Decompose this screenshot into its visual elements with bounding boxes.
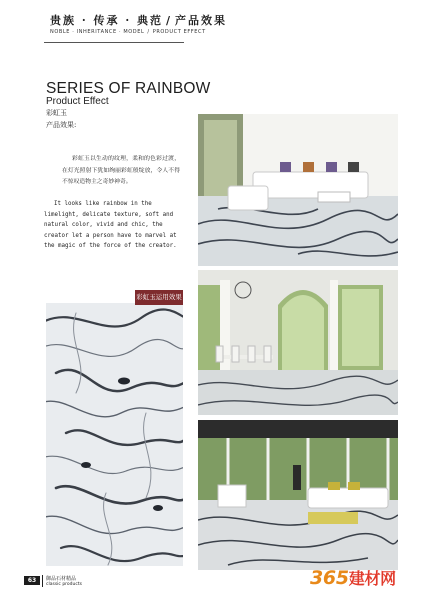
living-room-photo-1 xyxy=(198,114,398,266)
product-effect-label: 产品效果: xyxy=(46,121,77,129)
application-effect-tag: 彩虹玉运用效果 xyxy=(135,290,183,305)
footer-brand-cn: 御品石材精品 xyxy=(46,576,77,582)
header-cn-right: 产品效果 xyxy=(175,14,228,27)
page-number: 63 xyxy=(24,576,40,585)
watermark-number: 365 xyxy=(310,567,349,589)
footer-divider xyxy=(42,575,43,587)
watermark-logo xyxy=(310,566,396,589)
header-brand-cn: 贵族 · 传承 · 典范 / 产品效果 xyxy=(50,14,228,27)
description-cn: 彩虹玉以生动的纹理，柔和的色彩过渡，在灯光照射下犹如绚丽彩虹般绽放，令人不得不惊叹造物主之奇妙神奇。 xyxy=(62,156,180,185)
page-title: SERIES OF RAINBOW xyxy=(46,80,211,97)
header-sub-right: PRODUCT EFFECT xyxy=(152,29,206,35)
footer-brand-en: classic products xyxy=(46,582,82,587)
page-subtitle: Product Effect xyxy=(46,96,109,107)
dining-room-photo xyxy=(198,270,398,415)
marble-sample-image xyxy=(46,303,183,566)
header-brand-en: NOBLE · INHERITANCE · MODEL / PRODUCT EFFECT xyxy=(50,29,206,35)
header-cn-left: 贵族 · 传承 · 典范 xyxy=(50,14,163,27)
header-divider xyxy=(44,42,184,43)
watermark-text: 建材网 xyxy=(348,569,396,588)
living-room-photo-2 xyxy=(198,420,398,570)
description-en: It looks like rainbow in the limelight, delicate texture, soft and natural color, vivid and chic, the creator let a person have to marvel at the magic of the force of the creator. xyxy=(44,201,177,249)
header-sub-left: NOBLE · INHERITANCE · MODEL xyxy=(50,29,145,35)
product-name-cn: 彩虹玉 xyxy=(46,109,67,117)
